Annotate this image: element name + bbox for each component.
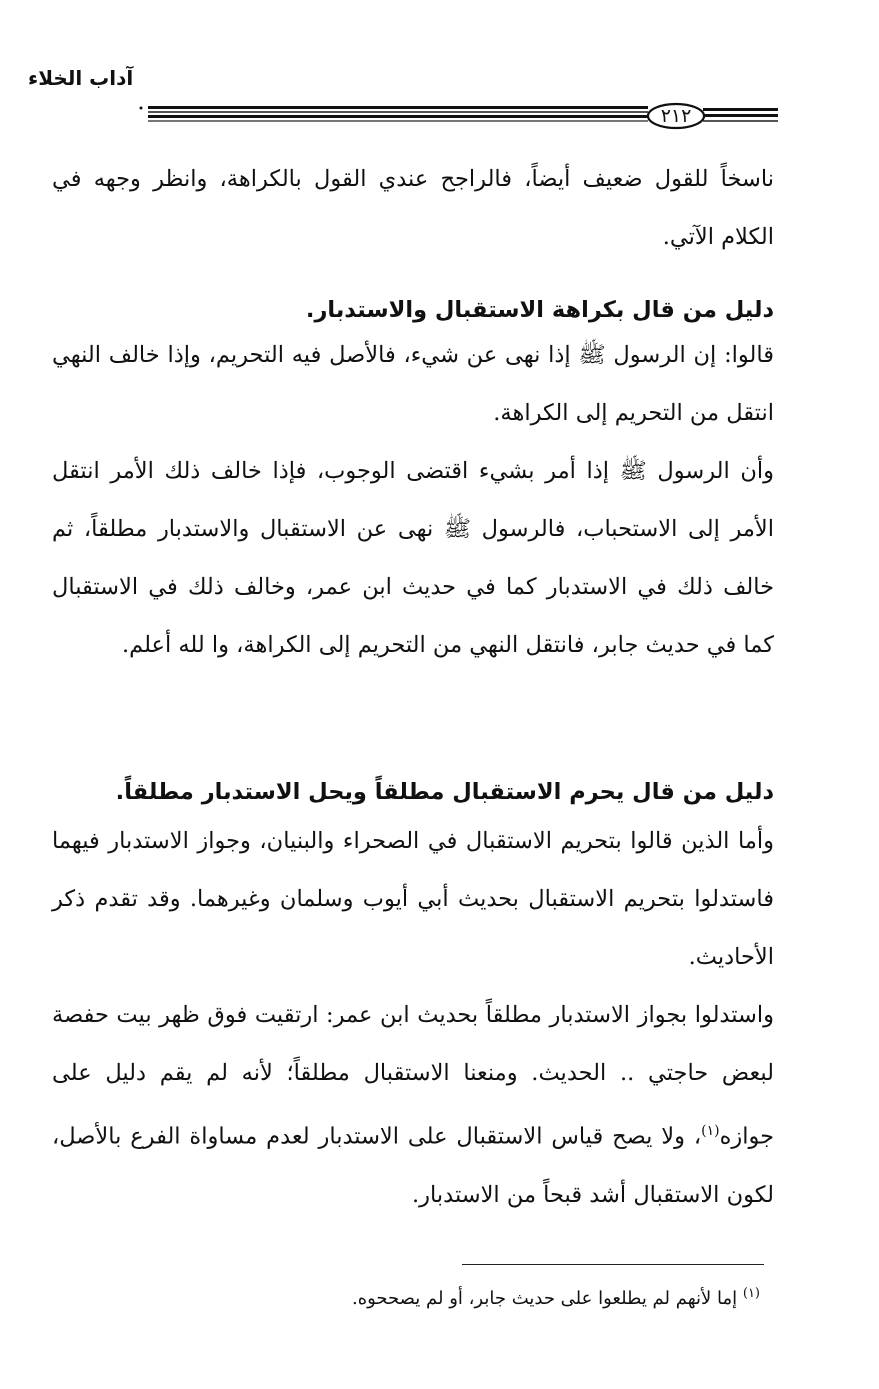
paragraph-continuation: ناسخاً للقول ضعيف أيضاً، فالراجح عندي القول بالكراهة، وانظر وجهه في الكلام الآتي. xyxy=(52,166,774,250)
paragraph-tahrim: وأما الذين قالوا بتحريم الاستقبال في الصحراء والبنيان، وجواز الاستدبار فيهما فاستدلوا بتحريم الاستقبال بحديث أبي أيوب وسلمان وغيرهما. وقد تقدم ذكر الأحاديث. xyxy=(52,828,774,970)
footnote-marker: (١) xyxy=(742,1286,760,1301)
paragraph-amr: وأن الرسول ﷺ إذا أمر بشيء اقتضى الوجوب، فإذا خالف ذلك الأمر انتقل الأمر إلى الاستحباب، فالرسول ﷺ نهى عن الاستقبال والاستدبار مطلقاً، ثم خالف ذلك في الاستدبار كما في حديث ابن عمر، وخالف ذلك في الاستقبال كما في حديث جابر، فانتقل النهي من التحريم إلى الكراهة، وا لله أعلم. xyxy=(52,458,774,658)
page-number: ٢١٢ xyxy=(660,105,692,127)
footnote-reference[interactable]: (١) xyxy=(701,1123,720,1139)
paragraph-istidbar-text-1: واستدلوا بجواز الاستدبار مطلقاً بحديث ابن عمر: ارتقيت فوق ظهر بيت حفصة لبعض حاجتي .. الحديث. ومنعنا الاستقبال مطلقاً؛ لأنه لم يقم دليل على جوازه xyxy=(52,1002,774,1150)
footnote xyxy=(200,1280,760,1313)
section-heading-karaha: دليل من قال بكراهة الاستقبال والاستدبار. xyxy=(305,297,774,323)
paragraph-nahy: قالوا: إن الرسول ﷺ إذا نهى عن شيء، فالأصل فيه التحريم، وإذا خالف النهي انتقل من التحريم إلى الكراهة. xyxy=(52,342,774,426)
paragraph-istidbar-text-2: ، ولا يصح قياس الاستقبال على الاستدبار لعدم مساواة الفرع بالأصل، لكون الاستقبال أشد قبحاً من الاستدبار. xyxy=(52,1123,774,1208)
paragraph-istidbar xyxy=(52,986,774,1224)
running-header-title: آداب الخلاء xyxy=(28,66,134,90)
section-heading-tahrim: دليل من قال يحرم الاستقبال مطلقاً ويحل الاستدبار مطلقاً. xyxy=(115,779,774,805)
footnote-separator xyxy=(462,1264,764,1265)
footnote-text: إما لأنهم لم يطلعوا على حديث جابر، أو لم يصححوه. xyxy=(351,1288,743,1309)
